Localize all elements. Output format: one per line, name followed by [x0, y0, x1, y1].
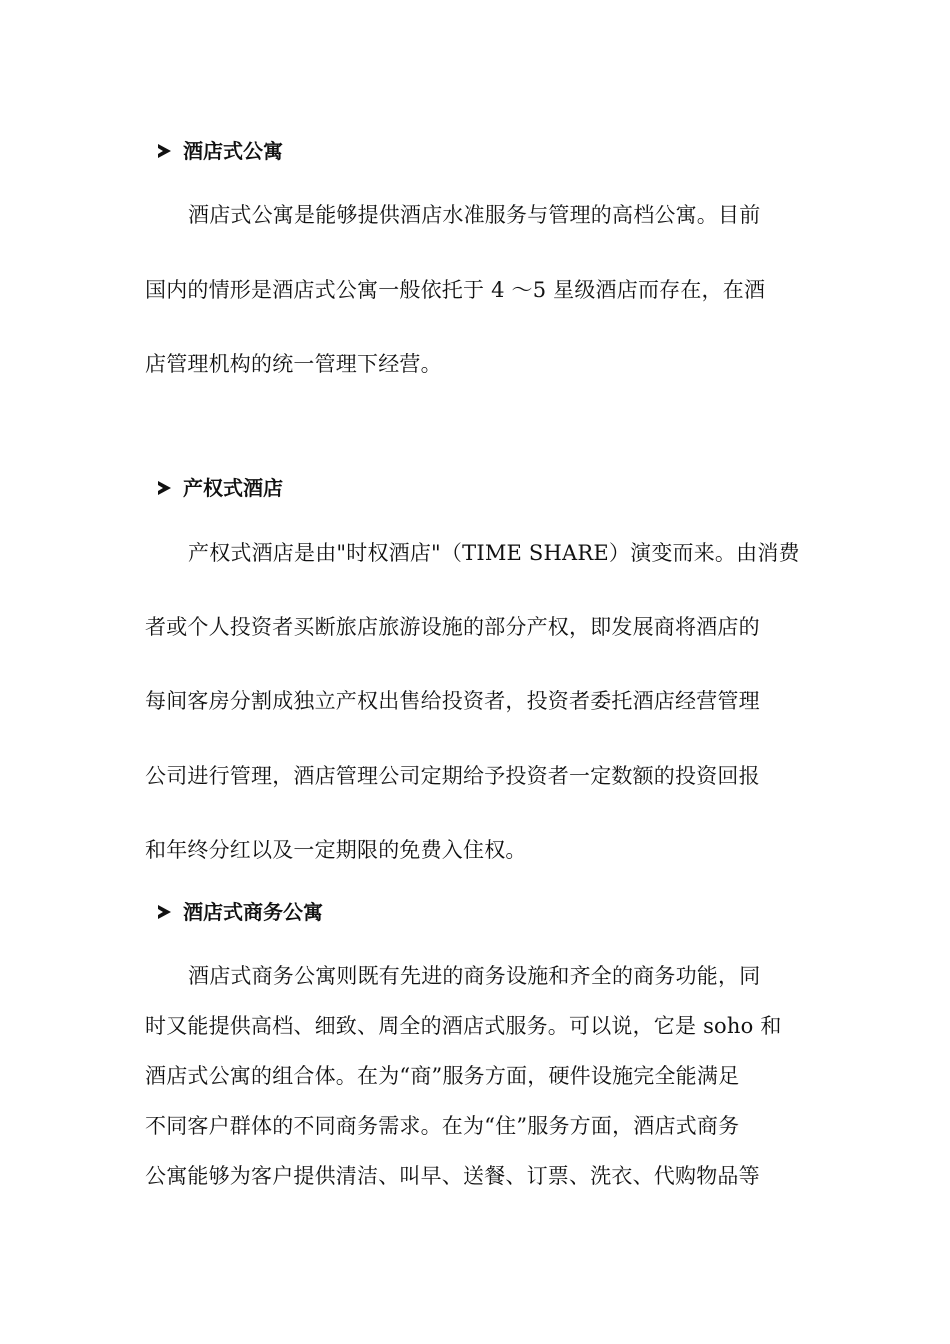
section-heading-text: 产权式酒店: [183, 476, 283, 500]
section-heading-text: 酒店式商务公寓: [183, 900, 323, 924]
paragraph-line: 国内的情形是酒店式公寓一般依托于 4 ～5 星级酒店而存在，在酒: [145, 278, 766, 302]
paragraph-line: 时又能提供高档、细致、周全的酒店式服务。可以说，它是 soho 和: [145, 1014, 782, 1038]
section-heading-1: [158, 137, 283, 165]
section-heading-2: [158, 474, 283, 502]
paragraph-line: 每间客房分割成独立产权出售给投资者，投资者委托酒店经营管理: [145, 689, 760, 713]
section-heading-3: [158, 898, 323, 926]
arrow-bullet-icon: [158, 144, 171, 158]
paragraph-line: 不同客户群体的不同商务需求。在为“住”服务方面，酒店式商务: [145, 1114, 740, 1138]
paragraph-line: 酒店式公寓的组合体。在为“商”服务方面，硬件设施完全能满足: [145, 1064, 740, 1088]
paragraph-line: 公司进行管理，酒店管理公司定期给予投资者一定数额的投资回报: [145, 764, 760, 788]
paragraph-line: 者或个人投资者买断旅店旅游设施的部分产权，即发展商将酒店的: [145, 615, 760, 639]
arrow-bullet-icon: [158, 905, 171, 919]
paragraph-line: 酒店式商务公寓则既有先进的商务设施和齐全的商务功能，同: [188, 964, 761, 988]
arrow-bullet-icon: [158, 481, 171, 495]
paragraph-line: 公寓能够为客户提供清洁、叫早、送餐、订票、洗衣、代购物品等: [145, 1164, 760, 1188]
paragraph-line: 店管理机构的统一管理下经营。: [145, 352, 442, 376]
paragraph-line: 和年终分红以及一定期限的免费入住权。: [145, 838, 527, 862]
section-heading-text: 酒店式公寓: [183, 139, 283, 163]
paragraph-line: 产权式酒店是由"时权酒店"（TIME SHARE）演变而来。由消费: [188, 541, 800, 565]
paragraph-line: 酒店式公寓是能够提供酒店水准服务与管理的高档公寓。目前: [188, 203, 761, 227]
